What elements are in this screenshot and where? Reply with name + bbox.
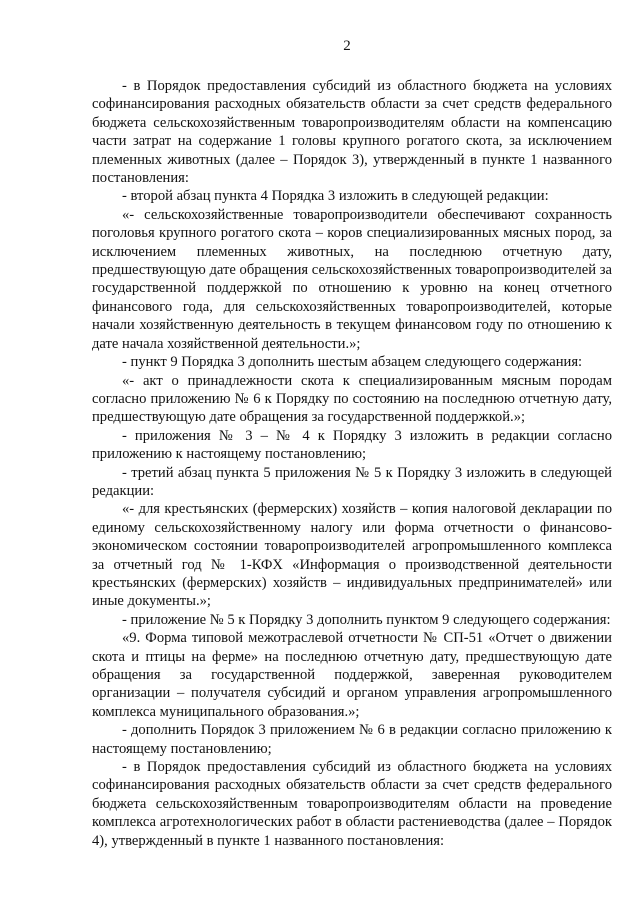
- paragraph: - пункт 9 Порядка 3 дополнить шестым абзацем следующего содержания:: [122, 354, 583, 371]
- paragraph: «- сельскохозяйственные товаропроизводители обеспечивают сохранность поголовья крупного рогатого скота – коров специализированных мясных пород, за исключением племенных животных, на последнюю отчетную дату, предшествующую дате обращения сельскохозяйственных товаропроизводителей за государственной поддержкой по отношению к уровню на конец отчетного финансового года, для сельскохозяйственных товаропроизводителей, которые начали хозяйственную деятельность в текущем финансовом году по отношению к дате начала хозяйственной деятельности.»;: [92, 206, 612, 352]
- paragraph: - приложения № 3 – № 4 к Порядку 3 изложить в редакции согласно приложению к настоящему постановлению;: [92, 427, 612, 463]
- page-number: 2: [343, 38, 351, 54]
- paragraph: «9. Форма типовой межотраслевой отчетности № СП-51 «Отчет о движении скота и птицы на ферме» на последнюю отчетную дату, предшествующую дате обращения за государственной поддержкой, заверенная руководителем организации – получателя субсидий и органом управления агропромышленного комплекса муниципального образования.»;: [92, 630, 612, 720]
- paragraph: - дополнить Порядок 3 приложением № 6 в редакции согласно приложению к настоящему постановлению;: [92, 722, 612, 757]
- paragraph: «- акт о принадлежности скота к специализированным мясным породам согласно приложению № 6 к Порядку по состоянию на последнюю отчетную дату, предшествующую дате обращения за государственной поддержкой.»;: [92, 372, 612, 426]
- paragraph: - приложение № 5 к Порядку 3 дополнить пунктом 9 следующего содержания:: [122, 611, 611, 628]
- paragraph: - в Порядок предоставления субсидий из областного бюджета на условиях софинансирования расходных обязательств области за счет средств федерального бюджета сельскохозяйственным товаропроизводителям области на компенсацию части затрат на содержание 1 головы крупного рогатого скота, за исключением племенных животных (далее – Порядок 3), утвержденный в пункте 1 названного постановления:: [92, 78, 612, 187]
- paragraph: - третий абзац пункта 5 приложения № 5 к Порядку 3 изложить в следующей редакции:: [92, 464, 612, 499]
- paragraph: «- для крестьянских (фермерских) хозяйств – копия налоговой декларации по единому сельскохозяйственному налогу или форма отчетности о финансово-экономическом состоянии товаропроизводителей агропромышленного комплекса за отчетный год № 1-КФХ «Информация о производственной деятельности крестьянских (фермерских) хозяйств – индивидуальных предпринимателей» или иные документы.»;: [92, 501, 612, 610]
- paragraph: - в Порядок предоставления субсидий из областного бюджета на условиях софинансирования расходных обязательств области за счет средств федерального бюджета сельскохозяйственным товаропроизводителям области на проведение комплекса агротехнологических работ в области растениеводства (далее – Порядок 4), утвержденный в пункте 1 названного постановления:: [92, 759, 612, 849]
- paragraph: - второй абзац пункта 4 Порядка 3 изложить в следующей редакции:: [122, 188, 549, 205]
- document-body: [92, 77, 612, 850]
